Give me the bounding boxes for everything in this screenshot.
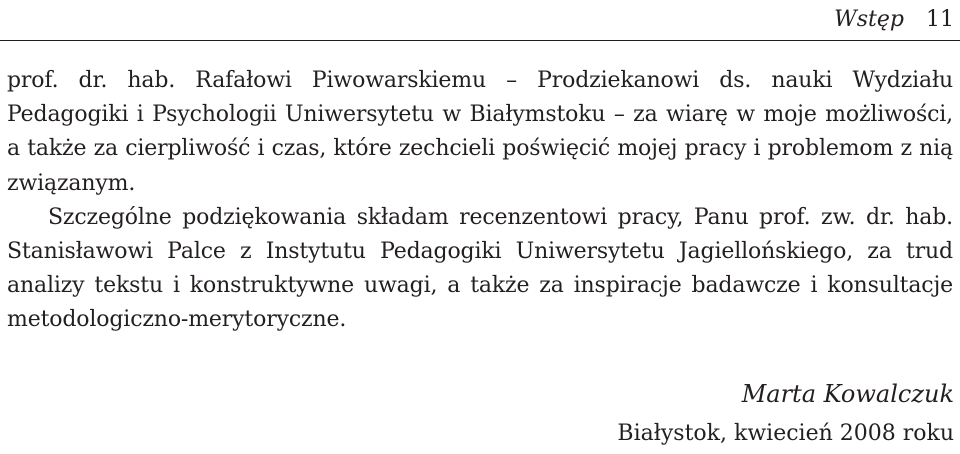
main-text bbox=[7, 64, 953, 338]
running-head bbox=[834, 4, 954, 36]
paragraph-acknowledgement-2: Szczególne podziękowania składam recenzentowi pracy, Panu prof. zw. dr. hab. Stanisławowi Palce z Instytutu Pedagogiki Uniwersytetu Jagiellońskiego, za trud analizy tekstu i konstruktywne uwagi, a także za inspiracje badawcze i konsultacje metodologiczno-merytoryczne. bbox=[7, 204, 953, 333]
author-name: Marta Kowalczuk bbox=[741, 380, 954, 408]
page-number: 11 bbox=[926, 7, 954, 32]
signature-block bbox=[617, 374, 954, 454]
paragraph-acknowledgement-1: prof. dr. hab. Rafałowi Piwowarskiemu – Prodziekanowi ds. nauki Wydziału Pedagogiki i Psychologii Uniwersytetu w Białymstoku – za wiarę w moje możliwości, a także za cierpliwość i czas, które zechcieli poświęcić mojej pracy i problemom z nią związanym. bbox=[7, 68, 953, 196]
header-rule bbox=[0, 40, 960, 41]
place-and-date: Białystok, kwiecień 2008 roku bbox=[617, 421, 954, 446]
section-title: Wstęp bbox=[834, 7, 904, 32]
